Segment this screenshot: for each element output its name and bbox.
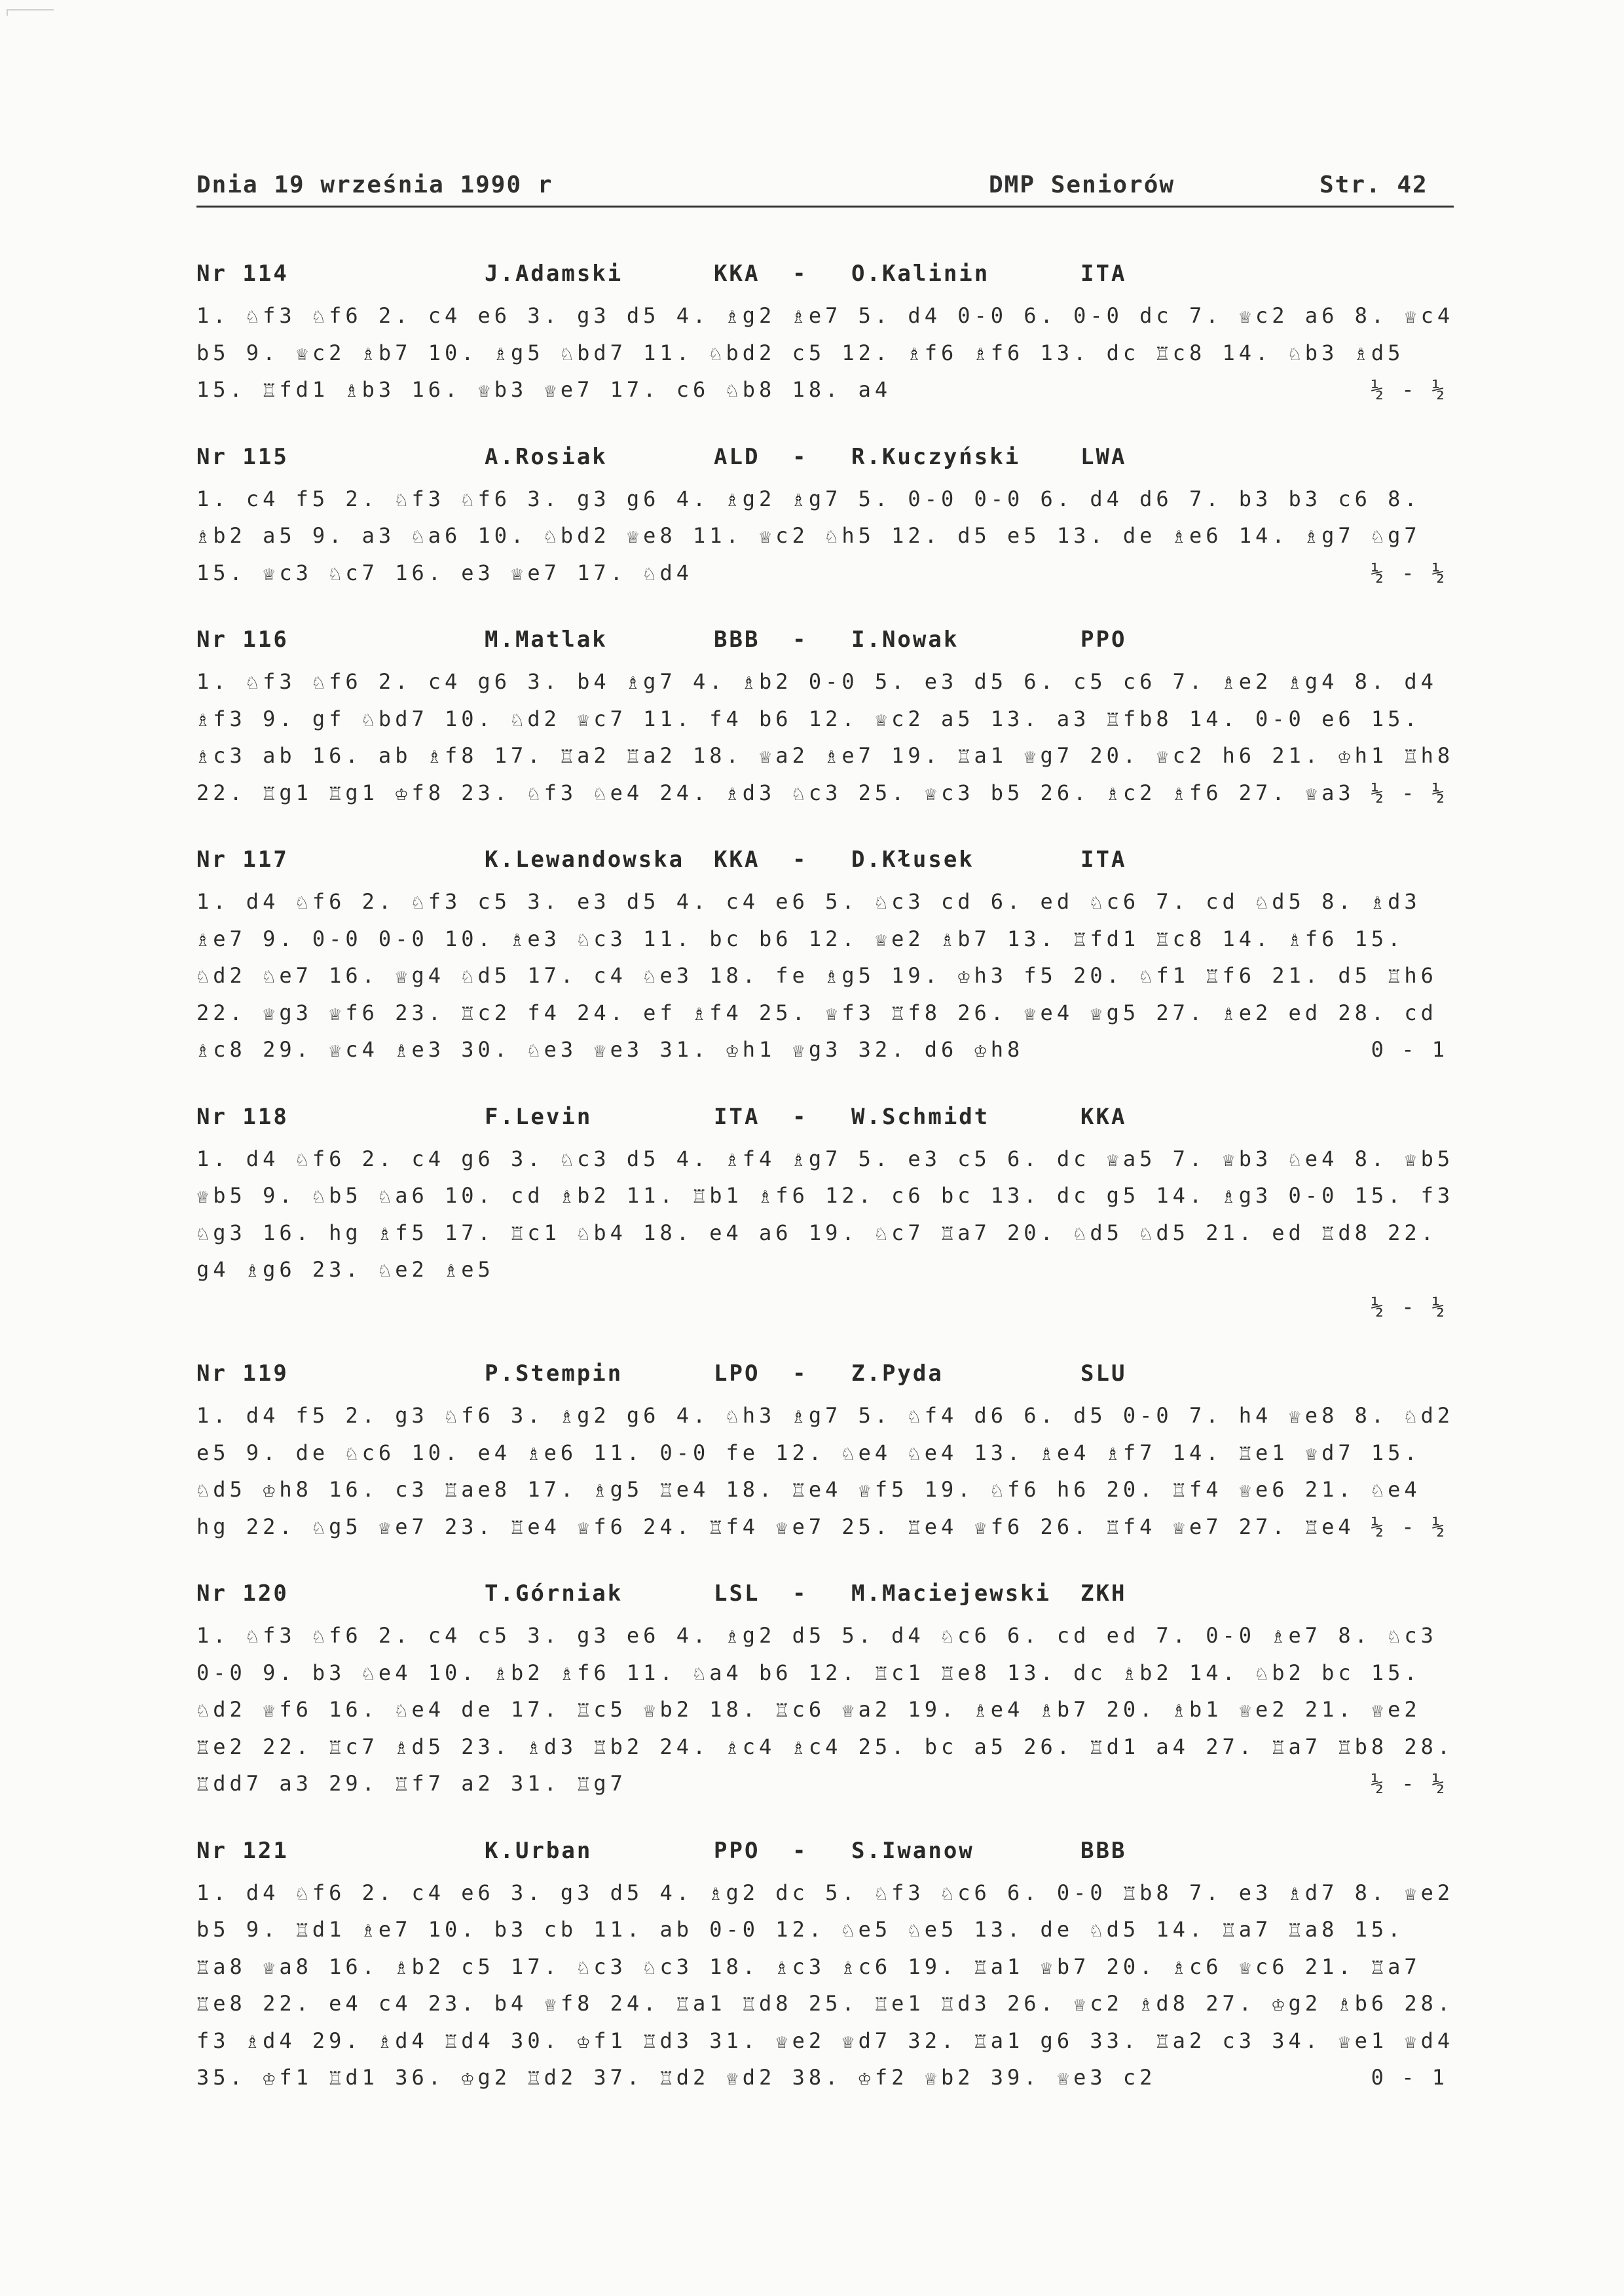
white-player: T.Górniak: [485, 1580, 623, 1607]
moves-text: 1. d4 ♘f6 2. ♘f3 c5 3. e3 d5 4. c4 e6 5. ♘c3 cd 6. ed ♘c6 7. cd ♘d5 8. ♗d3 ♗e7 9. 0-0 0-0 10. ♗e3 ♘c3 11. bc b6 12. ♕e2 ♗b7 13. ♖fd1 ♖c8 14. ♗f6 15. ♘d2 ♘e7 16. ♕g4 ♘d5 17. c4 ♘e3 18. fe ♗g5 19. ♔h3 f5 20. ♘f1 ♖f6 21. d5 ♖h6 22. ♕g3 ♕f6 23. ♖c2 f4 24. ef ♗f4 25. ♕f3 ♖f8 26. ♕e4 ♕g5 27. ♗e2 ed 28. cd ♗c8 29. ♕c4 ♗e3 30. ♘e3 ♕e3 31. ♔h1 ♕g3 32. d6 ♔h8: [196, 889, 1454, 1062]
game-number: Nr 115: [196, 443, 289, 470]
game-result: ½ - ½: [1371, 1771, 1447, 1796]
game-header: [196, 627, 1460, 663]
game-moves: [196, 1617, 1471, 1802]
players-separator: -: [792, 1103, 808, 1130]
game-moves: [196, 883, 1460, 1068]
game-result: 0 - 1: [1371, 2065, 1447, 2090]
black-player: R.Kuczyński: [851, 443, 1021, 470]
black-club: ZKH: [1080, 1580, 1127, 1607]
moves-text: 1. ♘f3 ♘f6 2. c4 e6 3. g3 d5 4. ♗g2 ♗e7 5. d4 0-0 6. 0-0 dc 7. ♕c2 a6 8. ♕c4 b5 9. ♕c2 ♗b7 10. ♗g5 ♘bd7 11. ♘bd2 c5 12. ♗f6 ♗f6 13. dc ♖c8 14. ♘b3 ♗d5 15. ♖fd1 ♗b3 16. ♕b3 ♕e7 17. c6 ♘b8 18. a4: [196, 303, 1471, 402]
white-player: J.Adamski: [485, 261, 623, 287]
players-separator: -: [792, 1580, 808, 1607]
black-club: KKA: [1080, 1103, 1127, 1130]
game-result: ½ - ½: [1371, 377, 1447, 402]
players-separator: -: [792, 1360, 808, 1387]
black-club: ITA: [1080, 847, 1127, 873]
game-number: Nr 118: [196, 1103, 289, 1130]
header-page-number: Str. 42: [1320, 172, 1428, 198]
game-moves: [196, 481, 1460, 592]
white-player: A.Rosiak: [485, 443, 608, 470]
game-number: Nr 120: [196, 1580, 289, 1607]
page-header: [196, 169, 1454, 208]
white-player: P.Stempin: [485, 1360, 623, 1387]
players-separator: -: [792, 261, 808, 287]
moves-text: 1. d4 ♘f6 2. c4 g6 3. ♘c3 d5 4. ♗f4 ♗g7 5. e3 c5 6. dc ♕a5 7. ♕b3 ♘e4 8. ♕b5 ♕b5 9. ♘b5 ♘a6 10. cd ♗b2 11. ♖b1 ♗f6 12. c6 bc 13. dc g5 14. ♗g3 0-0 15. f3 ♘g3 16. hg ♗f5 17. ♖c1 ♘b4 18. e4 a6 19. ♘c7 ♖a7 20. ♘d5 ♘d5 21. ed ♖d8 22. g4 ♗g6 23. ♘e2 ♗e5: [196, 1146, 1471, 1282]
black-player: W.Schmidt: [851, 1103, 990, 1130]
header-date: Dnia 19 września 1990 r: [196, 172, 553, 198]
white-club: ITA: [714, 1103, 760, 1130]
game-header: [196, 1838, 1460, 1874]
moves-text: 1. d4 f5 2. g3 ♘f6 3. ♗g2 g6 4. ♘h3 ♗g7 5. ♘f4 d6 6. d5 0-0 7. h4 ♕e8 8. ♘d2 e5 9. de ♘c6 10. e4 ♗e6 11. 0-0 fe 12. ♘e4 ♘e4 13. ♗e4 ♗f7 14. ♖e1 ♕d7 15. ♘d5 ♔h8 16. c3 ♖ae8 17. ♗g5 ♖e4 18. ♖e4 ♕f5 19. ♘f6 h6 20. ♖f4 ♕e6 21. ♘e4 hg 22. ♘g5 ♕e7 23. ♖e4 ♕f6 24. ♖f4 ♕e7 25. ♖e4 ♕f6 26. ♖f4 ♕e7 27. ♖e4: [196, 1403, 1471, 1539]
black-club: SLU: [1080, 1360, 1127, 1387]
black-club: ITA: [1080, 261, 1127, 287]
moves-text: 1. ♘f3 ♘f6 2. c4 g6 3. b4 ♗g7 4. ♗b2 0-0 5. e3 d5 6. c5 c6 7. ♗e2 ♗g4 8. d4 ♗f3 9. gf ♘bd7 10. ♘d2 ♕c7 11. f4 b6 12. ♕c2 a5 13. a3 ♖fb8 14. 0-0 e6 15. ♗c3 ab 16. ab ♗f8 17. ♖a2 ♖a2 18. ♕a2 ♗e7 19. ♖a1 ♕g7 20. ♕c2 h6 21. ♔h1 ♖h8 22. ♖g1 ♖g1 ♔f8 23. ♘f3 ♘e4 24. ♗d3 ♘c3 25. ♕c3 b5 26. ♗c2 ♗f6 27. ♕a3: [196, 669, 1471, 805]
white-player: K.Lewandowska: [485, 847, 685, 873]
black-player: M.Maciejewski: [851, 1580, 1052, 1607]
game-moves: [196, 1397, 1471, 1545]
game-header: [196, 1580, 1460, 1617]
moves-text: 1. ♘f3 ♘f6 2. c4 c5 3. g3 e6 4. ♗g2 d5 5. d4 ♘c6 6. cd ed 7. 0-0 ♗e7 8. ♘c3 0-0 9. b3 ♘e4 10. ♗b2 ♗f6 11. ♘a4 b6 12. ♖c1 ♖e8 13. dc ♗b2 14. ♘b2 bc 15. ♘d2 ♕f6 16. ♘e4 de 17. ♖c5 ♕b2 18. ♖c6 ♕a2 19. ♗e4 ♗b7 20. ♗b1 ♕e2 21. ♕e2 ♖e2 22. ♖c7 ♗d5 23. ♗d3 ♖b2 24. ♗c4 ♗c4 25. bc a5 26. ♖d1 a4 27. ♖a7 ♖b8 28. ♖dd7 a3 29. ♖f7 a2 31. ♖g7: [196, 1623, 1471, 1796]
game-number: Nr 117: [196, 847, 289, 873]
game-moves: [196, 297, 1471, 409]
game-number: Nr 119: [196, 1360, 289, 1387]
game-number: Nr 114: [196, 261, 289, 287]
white-player: F.Levin: [485, 1103, 593, 1130]
game-header: [196, 444, 1460, 481]
game-result: ½ - ½: [1371, 1514, 1447, 1539]
game-moves: [196, 663, 1471, 811]
game-record: [196, 1837, 1471, 2096]
black-player: D.Kłusek: [851, 847, 974, 873]
header-event: DMP Seniorów: [989, 172, 1175, 198]
moves-text: 1. c4 f5 2. ♘f3 ♘f6 3. g3 g6 4. ♗g2 ♗g7 5. 0-0 0-0 6. d4 d6 7. b3 b3 c6 8. ♗b2 a5 9. a3 ♘a6 10. ♘bd2 ♕e8 11. ♕c2 ♘h5 12. d5 e5 13. de ♗e6 14. ♗g7 ♘g7 15. ♕c3 ♘c7 16. e3 ♕e7 17. ♘d4: [196, 486, 1437, 585]
game-number: Nr 116: [196, 627, 289, 653]
game-header: [196, 1360, 1460, 1397]
moves-text: 1. d4 ♘f6 2. c4 e6 3. g3 d5 4. ♗g2 dc 5. ♘f3 ♘c6 6. 0-0 ♖b8 7. e3 ♗d7 8. ♕e2 b5 9. ♖d1 ♗e7 10. b3 cb 11. ab 0-0 12. ♘e5 ♘e5 13. de ♘d5 14. ♖a7 ♖a8 15. ♖a8 ♕a8 16. ♗b2 c5 17. ♘c3 ♘c3 18. ♗c3 ♗c6 19. ♖a1 ♕b7 20. ♗c6 ♕c6 21. ♖a7 ♖e8 22. e4 c4 23. b4 ♕f8 24. ♖a1 ♖d8 25. ♖e1 ♖d3 26. ♕c2 ♗d8 27. ♔g2 ♗b6 28. f3 ♗d4 29. ♗d4 ♖d4 30. ♔f1 ♖d3 31. ♕e2 ♕d7 32. ♖a1 g6 33. ♖a2 c3 34. ♕e1 ♕d4 35. ♔f1 ♖d1 36. ♔g2 ♖d2 37. ♖d2 ♕d2 38. ♔f2 ♕b2 39. ♕e3 c2: [196, 1880, 1471, 2090]
game-record: [196, 627, 1471, 811]
game-record: [196, 847, 1460, 1068]
white-club: KKA: [714, 847, 760, 873]
game-record: [196, 444, 1460, 592]
black-club: BBB: [1080, 1837, 1127, 1864]
players-separator: -: [792, 627, 808, 653]
white-player: K.Urban: [485, 1837, 593, 1864]
black-club: PPO: [1080, 627, 1127, 653]
game-result: ½ - ½: [1371, 1294, 1447, 1319]
game-result: ½ - ½: [1371, 560, 1447, 585]
game-result: ½ - ½: [1371, 780, 1447, 805]
white-club: LPO: [714, 1360, 760, 1387]
black-player: I.Nowak: [851, 627, 959, 653]
game-header: [196, 847, 1460, 883]
game-header: [196, 1104, 1460, 1140]
players-separator: -: [792, 847, 808, 873]
white-player: M.Matlak: [485, 627, 608, 653]
white-club: KKA: [714, 261, 760, 287]
game-record: [196, 1103, 1471, 1326]
players-separator: -: [792, 1837, 808, 1864]
games-list: [196, 261, 1471, 2132]
game-record: [196, 261, 1471, 409]
white-club: BBB: [714, 627, 760, 653]
white-club: LSL: [714, 1580, 760, 1607]
black-club: LWA: [1080, 443, 1127, 470]
game-record: [196, 1360, 1471, 1545]
black-player: Z.Pyda: [851, 1360, 944, 1387]
game-moves: [196, 1140, 1471, 1288]
game-result: 0 - 1: [1371, 1037, 1447, 1062]
page-corner-mark: [7, 9, 54, 16]
white-club: PPO: [714, 1837, 760, 1864]
game-header: [196, 261, 1460, 297]
players-separator: -: [792, 443, 808, 470]
black-player: S.Iwanow: [851, 1837, 974, 1864]
game-record: [196, 1580, 1471, 1802]
white-club: ALD: [714, 443, 760, 470]
game-number: Nr 121: [196, 1837, 289, 1864]
game-moves: [196, 1874, 1471, 2096]
black-player: O.Kalinin: [851, 261, 990, 287]
